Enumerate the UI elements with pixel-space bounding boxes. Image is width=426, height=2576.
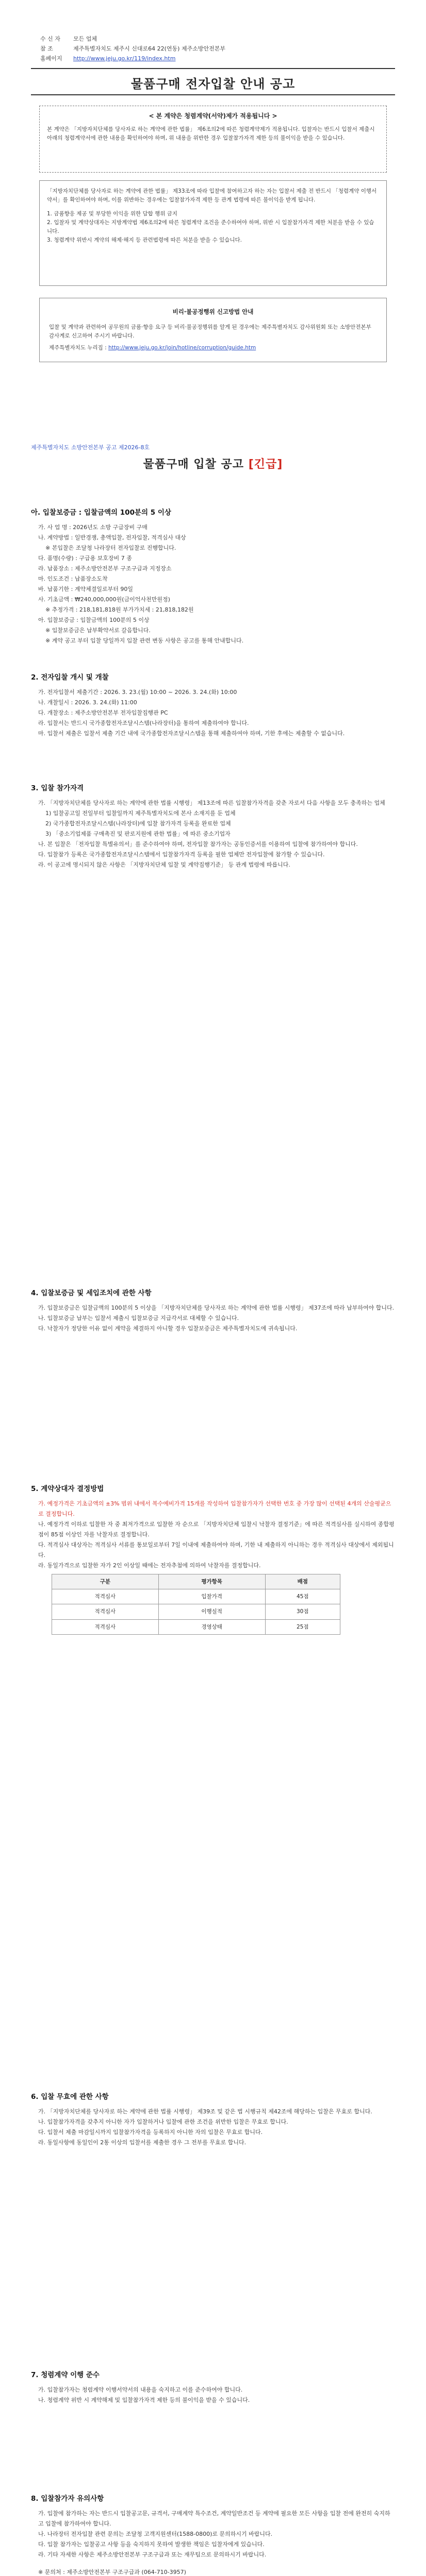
page-title: 물품구매 전자입찰 안내 공고 [130, 77, 296, 91]
section-item: 라. 납품장소 : 제주소방안전본부 구조구급과 지정장소 [38, 565, 172, 572]
table-cell: 25점 [265, 1619, 340, 1634]
table-row [52, 1619, 340, 1634]
section-subitem: 1) 입찰공고일 전일부터 입찰일까지 제주특별자치도에 본사 소재지를 둔 업체 [45, 809, 236, 817]
section-note: ※ 추정가격 : 218,181,818원 부가가치세 : 21,818,182원 [45, 606, 194, 613]
integrity-item: 2. 입찰자 및 계약상대자는 지방계약법 제6조의2에 따른 청렴계약 조건을 준수하여야 하며, 위반 시 입찰참가자격 제한 처분을 받을 수 있습니다. [47, 219, 374, 234]
table-cell: 적격심사 [52, 1589, 159, 1604]
table-cell: 적격심사 [52, 1604, 159, 1619]
section-3 [31, 783, 395, 870]
integrity-text: 「지방자치단체를 당사자로 하는 계약에 관한 법률」 제33조에 따라 입찰에 참여하고자 하는 자는 입찰서 제출 전 반드시 「청렴계약 이행서약서」를 확인하여야 하며, 이를 위반하는 경우에는 입찰참가자격 제한 등 관계 법령에 따른 불이익을 받게 됩니다. [47, 188, 377, 203]
notice-subtitle [0, 456, 426, 473]
report-banner: 비리·불공정행위 신고방법 안내 입찰 및 계약과 관련하여 공무원의 금품·향응 요구 등 비리·불공정행위를 알게 된 경우에는 제주특별자치도 감사위원회 또는 소방안전본부 감사계로 신고하여 주시기 바랍니다. 제주특별자치도 누리집 : http://www.jeju.go.kr/join/hotline/corruption/guide.htm [39, 298, 387, 362]
table-header: 배점 [265, 1574, 340, 1589]
section-item: 바. 납품기한 : 계약체결일로부터 90일 [38, 585, 133, 592]
section-heading: 3. 입찰 참가자격 [31, 784, 84, 792]
table-header-row [52, 1574, 340, 1589]
section-subitem: 3) 「중소기업제품 구매촉진 및 판로지원에 관한 법률」에 따른 중소기업자 [45, 830, 231, 837]
section-item: 라. 동일가격으로 입찰한 자가 2인 이상일 때에는 전자추첨에 의하여 낙찰자를 결정합니다. [38, 1562, 261, 1569]
report-banner-text: 입찰 및 계약과 관련하여 공무원의 금품·향응 요구 등 비리·불공정행위를 알게 된 경우에는 제주특별자치도 감사위원회 또는 소방안전본부 감사계로 신고하여 주시기 바랍니다. [49, 324, 371, 339]
section-4 [31, 1288, 395, 1334]
notice-number: 제주특별자치도 소방안전본부 공고 제2026-8호 [31, 444, 150, 451]
header-row [40, 54, 391, 63]
header-value: 모든 업체 [73, 36, 97, 42]
section-item: 가. 「지방자치단체를 당사자로 하는 계약에 관한 법률 시행령」 제13조에 따른 입찰참가자격을 갖춘 자로서 다음 사항을 모두 충족하는 업체 [38, 799, 385, 806]
contract-notice-box [39, 106, 387, 173]
section-item: 다. 입찰참가 등록은 국가종합전자조달시스템에서 입찰참가자격 등록을 필한 업체만 전자입찰에 참가할 수 있습니다. [38, 851, 325, 858]
table-cell: 경영상태 [158, 1619, 265, 1634]
section-item: 나. 계약방법 : 일반경쟁, 총액입찰, 전자입찰, 적격심사 대상 [38, 534, 186, 541]
section-item: 가. 입찰보증금은 입찰금액의 100분의 5 이상을 「지방자치단체를 당사자로 하는 계약에 관한 법률 시행령」 제37조에 따라 납부하여야 합니다. [38, 1304, 395, 1311]
section-item: 가. 입찰참가자는 청렴계약 이행서약서의 내용을 숙지하고 이를 준수하여야 합니다. [38, 2386, 243, 2393]
section-item: 사. 기초금액 : ₩240,000,000원(금이억사천만원정) [38, 596, 170, 603]
section-1 [31, 507, 395, 646]
section-heading: 아. 입찰보증금 : 입찰금액의 100분의 5 이상 [31, 509, 171, 517]
section-item: 나. 청렴계약 위반 시 계약해제 및 입찰참가자격 제한 등의 불이익을 받을 수 있습니다. [38, 2396, 250, 2403]
section-heading: 5. 계약상대자 결정방법 [31, 1485, 104, 1493]
section-7 [31, 2370, 395, 2405]
section-item: 라. 동일사항에 동일인이 2통 이상의 입찰서를 제출한 경우 그 전부를 무효로 합니다. [38, 2139, 247, 2146]
section-item: 나. 본 입찰은 「전자입찰 특별유의서」를 준수하여야 하며, 전자입찰 참가자는 공동인증서를 이용하여 입찰에 참가하여야 합니다. [38, 840, 358, 848]
section-item: 다. 입찰서 제출 마감일시까지 입찰참가자격을 등록하지 아니한 자의 입찰은 무효로 합니다. [38, 2128, 263, 2136]
section-5 [31, 1484, 395, 1638]
table-header: 평가항목 [158, 1574, 265, 1589]
table-cell: 이행실적 [158, 1604, 265, 1619]
header-row [40, 44, 391, 54]
section-6 [31, 2092, 395, 2148]
evaluation-table [52, 1574, 340, 1635]
notice-subtitle-main: 물품구매 입찰 공고 [143, 458, 244, 471]
document-header [40, 34, 391, 63]
header-key: 홈페이지 [40, 55, 62, 62]
section-item: 마. 인도조건 : 납품장소도착 [38, 575, 108, 582]
table-cell: 45점 [265, 1589, 340, 1604]
divider [31, 94, 395, 95]
integrity-item: 3. 청렴계약 위반시 계약의 해제·해지 등 관련법령에 따른 처분을 받을 수 있습니다. [47, 237, 242, 243]
table-row [52, 1589, 340, 1604]
section-item: 나. 개찰일시 : 2026. 3. 24.(화) 11:00 [38, 699, 137, 706]
report-link-label: 제주특별자치도 누리집 [49, 344, 103, 351]
report-link[interactable]: http://www.jeju.go.kr/join/hotline/corruption/guide.htm [108, 344, 256, 351]
section-item: 마. 입찰서 제출은 입찰서 제출 기간 내에 국가종합전자조달시스템을 통해 제출하여야 하며, 기한 후에는 제출할 수 없습니다. [38, 730, 345, 737]
section-heading: 8. 입찰참가자 유의사항 [31, 2495, 104, 2503]
section-item: 가. 입찰에 참가하는 자는 반드시 입찰공고문, 규격서, 구매계약 특수조건, 계약일반조건 등 계약에 필요한 모든 사항을 입찰 전에 완전히 숙지하고 입찰에 참가하여야 합니다. [38, 2510, 390, 2527]
table-cell: 적격심사 [52, 1619, 159, 1634]
section-item: 다. 적격심사 대상자는 적격심사 서류를 통보일로부터 7일 이내에 제출하여야 하며, 기한 내 제출하지 아니하는 경우 적격심사 대상에서 제외됩니다. [38, 1541, 394, 1558]
homepage-link[interactable]: http://www.jeju.go.kr/119/index.htm [73, 55, 176, 62]
section-item [31, 1499, 395, 1519]
section-item: 라. 기타 자세한 사항은 제주소방안전본부 구조구급과 또는 재무팀으로 문의하시기 바랍니다. [38, 2551, 267, 2558]
section-note: ※ 계약 공고 부터 입찰 당일까지 입찰 관련 변동 사항은 공고를 통해 안내합니다. [45, 637, 244, 644]
section-item: 나. 입찰보증금 납부는 입찰서 제출시 입찰보증금 지급각서로 대체할 수 있습니다. [38, 1314, 239, 1321]
header-value: 제주특별자치도 제주시 신대로64 22(연동) 제주소방안전본부 [73, 45, 225, 52]
section-subitem: 2) 국가종합전자조달시스템(나라장터)에 입찰 참가자격 등록을 완료한 업체 [45, 820, 231, 827]
contact-info: ※ 문의처 : 제주소방안전본부 구조구급과 (064-710-3957) [38, 2568, 186, 2575]
section-heading: 7. 청렴계약 이행 준수 [31, 2371, 100, 2379]
section-item: 다. 입찰 참가자는 입찰공고 사항 등을 숙지하지 못하여 발생한 책임은 입찰자에게 있습니다. [38, 2540, 265, 2548]
divider [31, 68, 395, 69]
table-row [52, 1604, 340, 1619]
table-header: 구분 [52, 1574, 159, 1589]
section-item: 나. 예정가격 이하로 입찰한 자 중 최저가격으로 입찰한 자 순으로 「지방자치단체 입찰시 낙찰자 결정기준」에 따른 적격심사를 실시하여 종합평점이 85점 이상인 자를 낙찰자로 결정합니다. [38, 1520, 395, 1538]
section-item: 라. 입찰서는 반드시 국가종합전자조달시스템(나라장터)을 통하여 제출하여야 합니다. [38, 719, 249, 726]
section-heading: 6. 입찰 무효에 관한 사항 [31, 2093, 109, 2101]
section-item: 다. 낙찰자가 정당한 이유 없이 계약을 체결하지 아니할 경우 입찰보증금은 제주특별자치도에 귀속됩니다. [38, 1325, 298, 1332]
report-banner-title: 비리·불공정행위 신고방법 안내 [172, 308, 254, 315]
header-key: 참 조 [40, 45, 53, 52]
section-item: 가. 전자입찰서 제출기간 : 2026. 3. 23.(월) 10:00 ~ 2026. 3. 24.(화) 10:00 [38, 688, 237, 696]
section-item: 라. 이 공고에 명시되지 않은 사항은 「지방자치단체 입찰 및 계약집행기준」 등 관계 법령에 따릅니다. [38, 861, 290, 868]
section-item: 나. 나라장터 전자입찰 관련 문의는 조달청 고객지원센터(1588-0800)로 문의하시기 바랍니다. [38, 2530, 273, 2537]
section-item: 다. 품명(수량) : 구급용 보호장비 7 종 [38, 554, 132, 562]
section-heading: 4. 입찰보증금 및 세입조치에 관한 사항 [31, 1289, 152, 1297]
section-note: ※ 입찰보증금은 납부확약서로 갈음합니다. [45, 626, 151, 634]
section-heading: 2. 전자입찰 개시 및 개찰 [31, 673, 109, 682]
section-item: 가. 사 업 명 : 2026년도 소방 구급장비 구매 [38, 523, 148, 531]
contract-notice-text: 본 계약은 「지방자치단체를 당사자로 하는 계약에 관한 법률」 제6조의2에 따른 청렴계약제가 적용됩니다. 입찰자는 반드시 입찰서 제출시 아래의 청렴계약서에 관한 내용을 확인하여야 하며, 위 내용을 위반한 경우 입찰참가자격 제한 등의 불이익을 받을 수 있습니다. [47, 126, 375, 141]
header-key: 수 신 자 [40, 36, 60, 42]
section-item: 나. 입찰참가자격을 갖추지 아니한 자가 입찰하거나 입찰에 관한 조건을 위반한 입찰은 무효로 합니다. [38, 2118, 288, 2125]
section-item: 가. 「지방자치단체를 당사자로 하는 계약에 관한 법률 시행령」 제39조 및 같은 법 시행규칙 제42조에 해당하는 입찰은 무효로 합니다. [38, 2108, 372, 2115]
integrity-box [39, 180, 387, 286]
section-8 [31, 2494, 395, 2576]
section-2 [31, 672, 395, 739]
contract-notice-title: < 본 계약은 청렴계약(서약)제가 적용됩니다 > [149, 112, 277, 120]
header-row [40, 34, 391, 44]
table-cell: 30점 [265, 1604, 340, 1619]
urgent-tag: [긴급] [248, 458, 283, 471]
section-item-text: 가. 예정가격은 기초금액의 ±3% 범위 내에서 복수예비가격 15개를 작성하여 입찰참가자가 선택한 번호 중 가장 많이 선택된 4개의 산술평균으로 결정합니다. [38, 1500, 391, 1517]
integrity-item: 1. 금품향응 제공 및 부당한 이익을 위한 담합 행위 금지 [47, 211, 178, 217]
section-item: 다. 개찰장소 : 제주소방안전본부 전자입찰집행관 PC [38, 709, 168, 716]
table-cell: 입찰가격 [158, 1589, 265, 1604]
section-note: ※ 본입찰은 조달청 나라장터 전자입찰로 진행합니다. [45, 544, 176, 551]
section-item: 아. 입찰보증금 : 입찰금액의 100분의 5 이상 [38, 616, 150, 623]
